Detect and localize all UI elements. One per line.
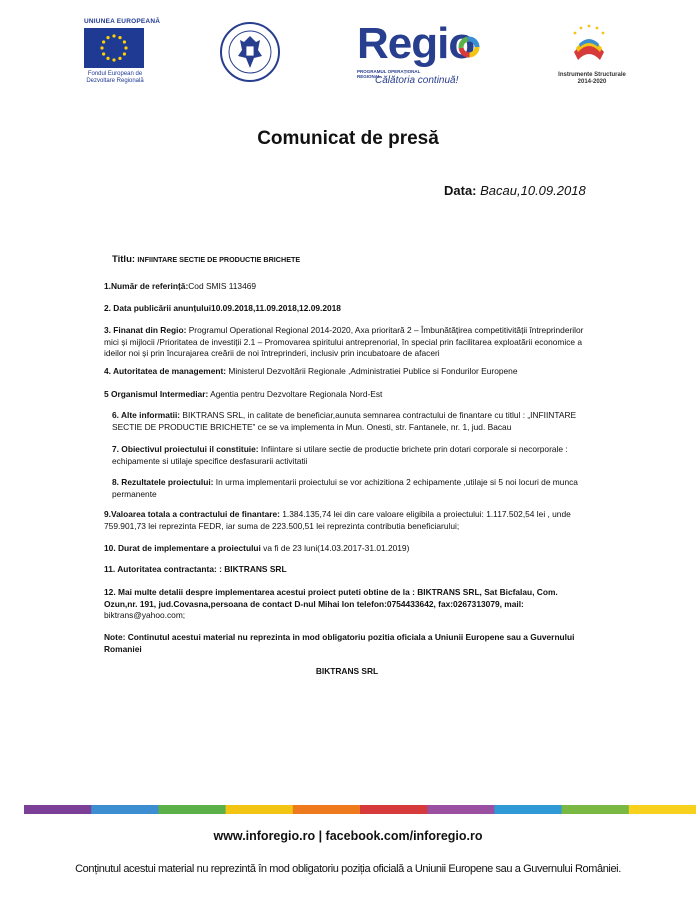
stripe-segment xyxy=(226,805,294,814)
contact-details xyxy=(104,587,590,622)
contracting-authority-label: 11. Autoritatea contractanta: : xyxy=(104,564,222,574)
stripe-segment xyxy=(293,805,361,814)
regio-tagline: Călătoria continuă! xyxy=(375,75,459,86)
disclaimer-note-text: Note: Continutul acestui material nu reprezinta in mod obligatoriu pozitia oficiala a Uniunii Europene sau a Guvernului Romaniei xyxy=(104,632,575,654)
reference-number xyxy=(104,281,590,293)
intermediate-body-label: 5 Organismul Intermediar: xyxy=(104,389,209,399)
regio-program-label: PROGRAMUL OPERAȚIONAL REGIONAL xyxy=(357,69,421,79)
funding-source-label: 3. Finanat din Regio: xyxy=(104,325,187,335)
funding-source-value: Programul Operational Regional 2014-2020, Axa prioritară 2 – Îmbunătățirea competitivității întreprinderilor mici și mijlocii /Prioritatea de investiții 2.1 – Promovarea spiritului antreprenorial, în special prin facilitarea exploatării economice a ideilor noi și prin încurajarea creării de noi întreprinderi, inclusiv prin incubatoare de afaceri xyxy=(104,325,584,358)
eu-label: UNIUNEA EUROPEANĂ xyxy=(84,18,161,25)
government-seal-logo xyxy=(220,22,280,82)
structural-instruments-label: Instrumente Structurale 2014-2020 xyxy=(558,72,626,85)
project-results-label: 8. Rezultatele proiectului: xyxy=(112,477,214,487)
project-title-value: INFIINTARE SECTIE DE PRODUCTIE BRICHETE xyxy=(137,255,301,264)
stripe-segment xyxy=(158,805,226,814)
regio-wordmark: Regio xyxy=(357,19,475,68)
contact-details-label: 12. Mai multe detalii despre implementarea acestui proiect puteti obtine de la : BIKTRANS SRL, Sat Bicfalau, Com. Ozun,nr. 191, jud.Covasna,persoana de contact D-nul Mihai Ion telefon:0754433642, fax:0267313079, mail: xyxy=(104,587,558,609)
publication-date-label: 2. Data publicării anunțului xyxy=(104,303,212,313)
stripe-segment xyxy=(494,805,562,814)
signature-text: BIKTRANS SRL xyxy=(315,666,379,676)
management-authority-value: Ministerul Dezvoltării Regionale ,Administratiei Publice si Fondurilor Europene xyxy=(228,366,518,376)
total-value-value: 1.384.135,74 lei din care valoare eligibila a proiectului: 1.117.502,54 lei , unde 759.901,73 lei reprezinta FEDR, iar suma de 223.500,51 lei reprezinta contributia beneficiarului; xyxy=(104,509,571,531)
date-label: Data: xyxy=(444,183,477,198)
implementation-duration-value: va fi de 23 luni(14.03.2017-31.01.2019) xyxy=(263,543,410,553)
reference-number-value: Cod SMIS 113469 xyxy=(188,281,257,291)
implementation-duration xyxy=(104,543,590,555)
footer-disclaimer: Conținutul acestui material nu reprezintă în mod obligatoriu poziția oficială a Uniunii Europene sau a Guvernului României. xyxy=(75,863,621,875)
intermediate-body-value: Agentia pentru Dezvoltare Regionala Nord-Est xyxy=(210,389,383,399)
footer-web-links: www.inforegio.ro | facebook.com/inforegio.ro xyxy=(213,829,483,843)
implementation-duration-label: 10. Durat de implementare a proiectului xyxy=(104,543,261,553)
publication-date xyxy=(104,303,590,315)
project-title xyxy=(112,254,598,266)
stripe-segment xyxy=(91,805,159,814)
eu-flag-logo xyxy=(84,28,144,68)
funding-source xyxy=(104,325,590,360)
eu-fund-label: Fondul European de Dezvoltare Regională xyxy=(86,71,144,84)
page-title: Comunicat de presă xyxy=(257,128,439,149)
stripe-segment xyxy=(427,805,495,814)
other-information xyxy=(112,410,590,433)
other-information-label: 6. Alte informatii: xyxy=(112,410,181,420)
project-results xyxy=(112,477,590,500)
project-objective xyxy=(112,444,590,467)
project-objective-value: Infiintare si utilare sectie de productie brichete prin dotari corporale si necorporale : echipamente si utilaje specifice desfasurarii activitatii xyxy=(112,444,568,466)
disclaimer-note xyxy=(104,632,590,655)
regio-logo xyxy=(357,19,475,86)
contact-email: biktrans@yahoo.com; xyxy=(104,610,186,620)
color-stripe xyxy=(24,801,696,810)
project-title-label: Titlu: xyxy=(112,254,136,265)
document-date xyxy=(444,183,586,198)
reference-number-label: 1.Număr de referință: xyxy=(104,281,189,291)
stripe-segment xyxy=(629,805,696,814)
contracting-authority xyxy=(104,564,590,576)
management-authority-label: 4. Autoritatea de management: xyxy=(104,366,227,376)
stripe-segment xyxy=(24,805,92,814)
total-value xyxy=(104,509,590,532)
color-stripe-svg xyxy=(24,805,696,814)
stripe-segment xyxy=(360,805,428,814)
regio-color-ring-icon xyxy=(458,30,480,60)
intermediate-body xyxy=(104,389,590,401)
project-objective-label: 7. Obiectivul proiectului il constituie: xyxy=(112,444,259,454)
other-information-value: BIKTRANS SRL, in calitate de beneficiar,aunuta semnarea contractului de finantare cu titlul : „INFIINTARE SECTIE DE PRODUCTIE BRICHETE” ce se va implementa in Mun. Onesti, str. Fantanele, nr. 1, jud. Bacau xyxy=(112,410,577,432)
structural-instruments-logo xyxy=(566,22,612,68)
signature xyxy=(104,666,590,678)
date-value: Bacau,10.09.2018 xyxy=(480,183,586,198)
stripe-segment xyxy=(562,805,630,814)
project-results-value: In urma implementarii proiectului se vor achizitiona 2 echipamente ,utilaje si 5 noi locuri de munca permanente xyxy=(112,477,578,499)
total-value-label: 9.Valoarea totala a contractului de finantare: xyxy=(104,509,280,519)
publication-date-value: 10.09.2018,11.09.2018,12.09.2018 xyxy=(211,303,341,313)
contracting-authority-value: BIKTRANS SRL xyxy=(224,564,287,574)
management-authority xyxy=(104,366,590,378)
